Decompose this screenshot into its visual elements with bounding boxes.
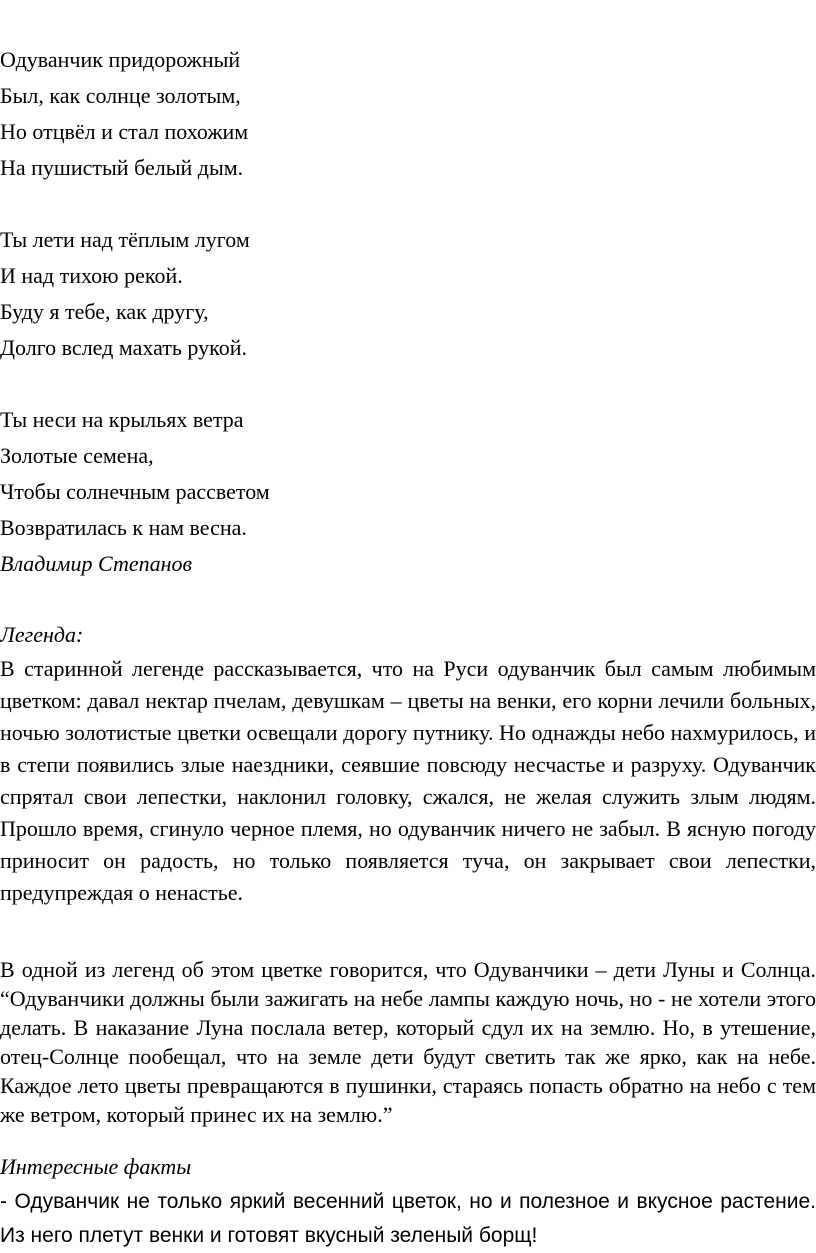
- poem: [0, 42, 816, 582]
- legend-heading: Легенда:: [0, 622, 84, 647]
- poem-line: Долго вслед махать рукой.: [0, 335, 247, 360]
- poem-line: И над тихою рекой.: [0, 263, 183, 288]
- poem-line: Ты лети над тёплым лугом: [0, 227, 250, 252]
- poem-line: Буду я тебе, как другу,: [0, 299, 209, 324]
- legend-section: [0, 617, 816, 909]
- facts-heading: Интересные факты: [0, 1154, 192, 1179]
- poem-line: Был, как солнце золотым,: [0, 83, 241, 108]
- moon-legend-paragraph: В одной из легенд об этом цветке говорится, что Одуванчики – дети Луны и Солнца. “Одуванчики должны были зажигать на небе лампы каждую ночь, но - не хотели этого делать. В наказание Луна послала ветер, который сдул их на землю. Но, в утешение, отец-Солнце пообещал, что на земле дети будут светить так же ярко, как на небе. Каждое лето цветы превращаются в пушинки, стараясь попасть обратно на небо с тем же ветром, который принес их на землю.”: [0, 957, 816, 1127]
- poem-stanza-2: [0, 222, 816, 366]
- poem-line: Золотые семена,: [0, 443, 154, 468]
- facts-paragraph: - Одуванчик не только яркий весенний цветок, но и полезное и вкусное растение. Из него плетут венки и готовят вкусный зеленый борщ!: [0, 1190, 816, 1247]
- poem-stanza-1: [0, 42, 816, 186]
- moon-legend-section: [0, 955, 816, 1129]
- poem-author: Владимир Степанов: [0, 551, 193, 576]
- poem-line: Чтобы солнечным рассветом: [0, 479, 270, 504]
- poem-line: Ты неси на крыльях ветра: [0, 407, 244, 432]
- poem-line: На пушистый белый дым.: [0, 155, 244, 180]
- poem-line: Но отцвёл и стал похожим: [0, 119, 249, 144]
- facts-section: [0, 1149, 816, 1253]
- poem-line: Возвратилась к нам весна.: [0, 515, 247, 540]
- legend-paragraph: В старинной легенде рассказывается, что на Руси одуванчик был самым любимым цветком: давал нектар пчелам, девушкам – цветы на венки, его корни лечили больных, ночью золотистые цветки освещали дорогу путнику. Но однажды небо нахмурилось, и в степи появились злые наездники, сеявшие повсюду несчастье и разруху. Одуванчик спрятал свои лепестки, наклонил головку, сжался, не желая служить злым людям. Прошло время, сгинуло черное племя, но одуванчик ничего не забыл. В ясную погоду приносит он радость, но только появляется туча, он закрывает свои лепестки, предупреждая о ненастье.: [0, 656, 816, 905]
- poem-stanza-3: [0, 402, 816, 546]
- poem-line: Одуванчик придорожный: [0, 47, 241, 72]
